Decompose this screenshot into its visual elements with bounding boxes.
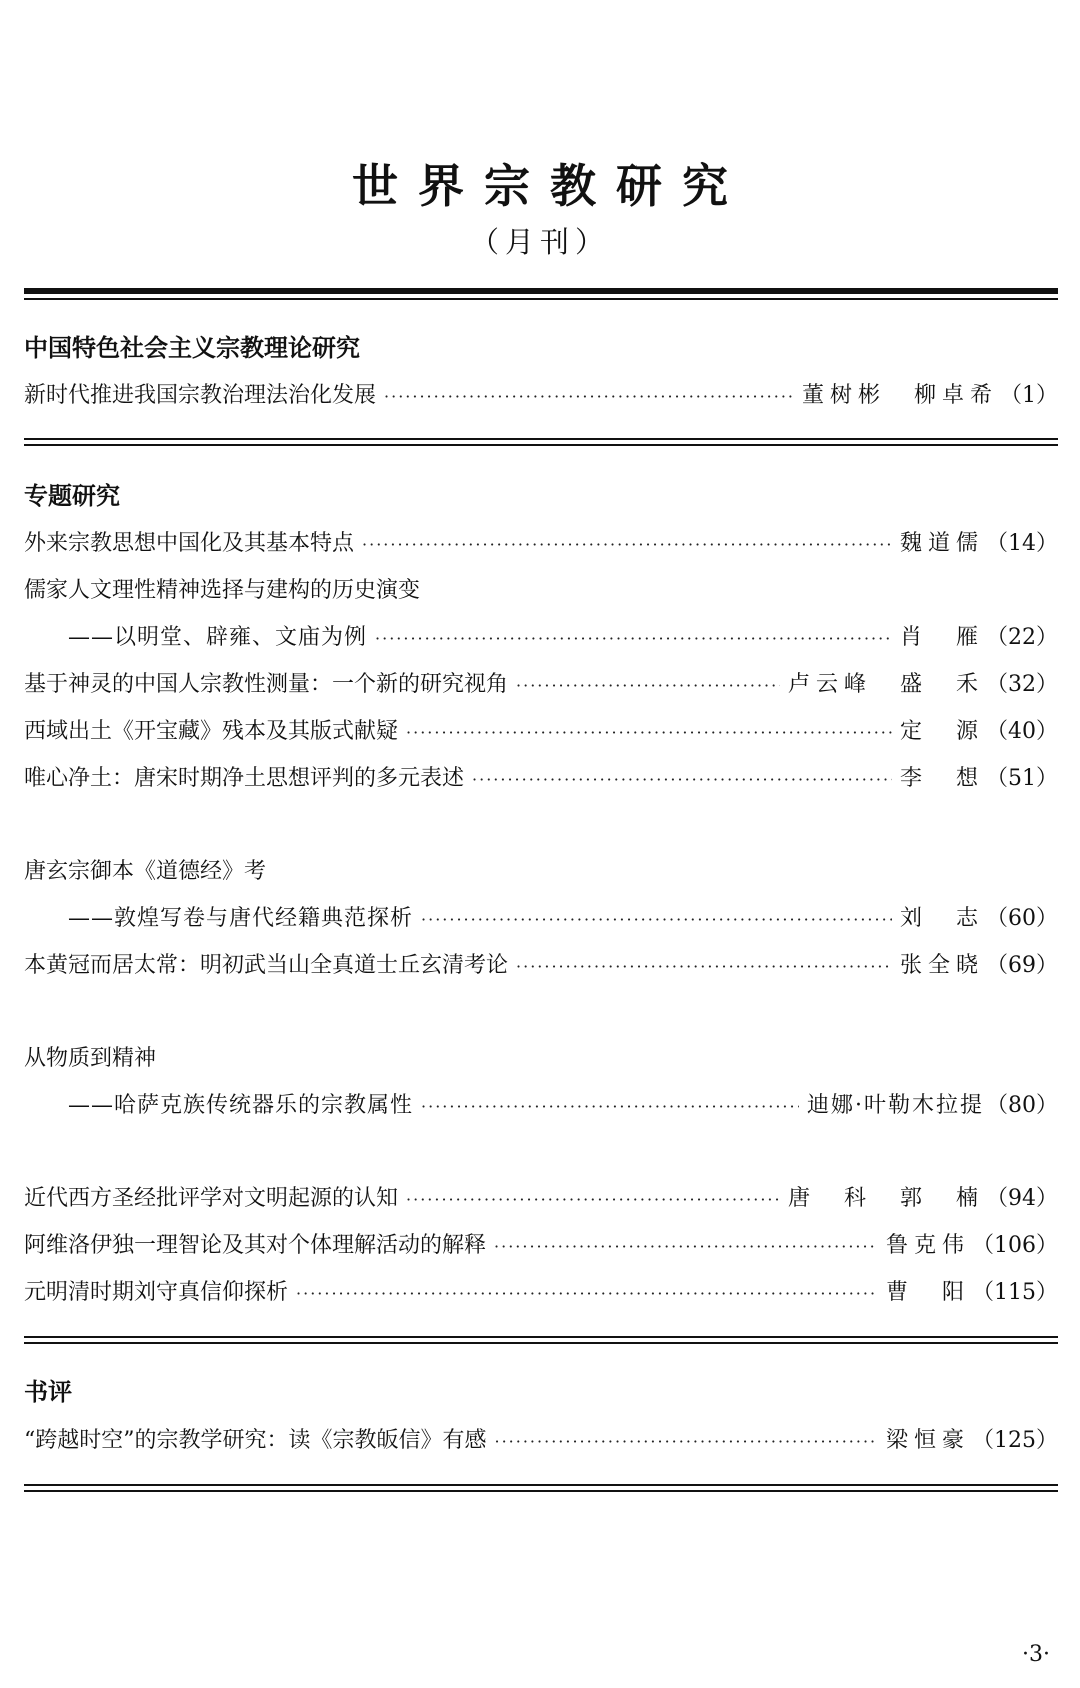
entry-authors: 董树彬 柳卓希 [801, 383, 998, 408]
entry-page: （115） [972, 1280, 1058, 1305]
leader-dots [362, 527, 892, 563]
entry-title: 新时代推进我国宗教治理法治化发展 [24, 383, 377, 408]
journal-title: 世界宗教研究 [352, 159, 748, 213]
entry-page: （125） [972, 1428, 1058, 1453]
entry-page: （32） [986, 672, 1058, 697]
entry-title: 阿维洛伊独一理智论及其对个体理解活动的解释 [24, 1233, 487, 1258]
section-rule [24, 444, 1058, 446]
toc-entry[interactable] [24, 1181, 1058, 1217]
entry-page: （22） [986, 625, 1058, 650]
entry-authors: 肖 雁 [899, 625, 984, 650]
entry-authors: 李 想 [899, 766, 984, 791]
entry-page: （60） [986, 906, 1058, 931]
leader-dots [406, 1182, 780, 1218]
leader-dots [516, 949, 892, 985]
entry-page: （51） [986, 766, 1058, 791]
entry-title[interactable]: 唐玄宗御本《道德经》考 [24, 859, 267, 884]
entry-authors: 梁恒豪 [885, 1428, 970, 1453]
entry-title: 本黄冠而居太常：明初武当山全真道士丘玄清考论 [24, 953, 509, 978]
entry-authors: 卢云峰 盛 禾 [787, 672, 984, 697]
section-rule [24, 1342, 1058, 1344]
entry-subtitle: ——哈萨克族传统器乐的宗教属性 [68, 1093, 414, 1118]
entry-authors: 魏道儒 [899, 531, 984, 556]
toc-entry[interactable] [24, 378, 1058, 414]
section-rule [24, 1336, 1058, 1338]
top-rule-thin [24, 298, 1058, 300]
leader-dots [384, 379, 794, 415]
entry-title: 基于神灵的中国人宗教性测量：一个新的研究视角 [24, 672, 509, 697]
entry-authors: 定 源 [899, 719, 984, 744]
entry-authors: 鲁克伟 [885, 1233, 970, 1258]
bottom-rule [24, 1484, 1058, 1486]
entry-title: 唯心净土：唐宋时期净土思想评判的多元表述 [24, 766, 465, 791]
toc-entry[interactable] [24, 761, 1058, 797]
page-number: ·3· [1022, 1642, 1050, 1667]
entry-page: （94） [986, 1186, 1058, 1211]
toc-entry[interactable] [24, 1088, 1058, 1124]
leader-dots [495, 1424, 878, 1460]
entry-title: 西域出土《开宝藏》残本及其版式献疑 [24, 719, 399, 744]
entry-page: （14） [986, 531, 1058, 556]
entry-title: 外来宗教思想中国化及其基本特点 [24, 531, 355, 556]
toc-entry[interactable] [24, 714, 1058, 750]
entry-page: （69） [986, 953, 1058, 978]
entry-title[interactable]: 从物质到精神 [24, 1046, 157, 1071]
entry-page: （106） [972, 1233, 1058, 1258]
entry-page: （1） [1000, 383, 1058, 408]
entry-authors: 曹 阳 [885, 1280, 970, 1305]
entry-authors: 唐 科 郭 楠 [787, 1186, 984, 1211]
entry-authors: 张全晓 [899, 953, 984, 978]
journal-header [0, 158, 1080, 260]
entry-authors: 刘 志 [899, 906, 984, 931]
leader-dots [421, 1089, 799, 1125]
leader-dots [406, 715, 892, 751]
leader-dots [472, 762, 892, 798]
entry-page: （40） [986, 719, 1058, 744]
toc-entry[interactable] [24, 1228, 1058, 1264]
section-heading: 中国特色社会主义宗教理论研究 [24, 334, 360, 362]
top-rule-thick [24, 288, 1058, 294]
leader-dots [421, 902, 892, 938]
section-rule [24, 438, 1058, 440]
entry-authors: 迪娜·叶勒木拉提 [807, 1093, 984, 1118]
toc-entry[interactable] [24, 901, 1058, 937]
bottom-rule [24, 1490, 1058, 1492]
leader-dots [375, 621, 892, 657]
entry-title[interactable]: 儒家人文理性精神选择与建构的历史演变 [24, 578, 421, 603]
toc-entry[interactable] [24, 667, 1058, 703]
section-heading: 专题研究 [24, 482, 120, 510]
entry-title: 近代西方圣经批评学对文明起源的认知 [24, 1186, 399, 1211]
leader-dots [516, 668, 780, 704]
entry-subtitle: ——敦煌写卷与唐代经籍典范探析 [68, 906, 414, 931]
entry-subtitle: ——以明堂、辟雍、文庙为例 [68, 625, 368, 650]
toc-entry[interactable] [24, 1423, 1058, 1459]
entry-page: （80） [986, 1093, 1058, 1118]
section-heading: 书评 [24, 1378, 72, 1406]
entry-title: “跨越时空”的宗教学研究：读《宗教皈信》有感 [24, 1428, 487, 1453]
toc-entry[interactable] [24, 1275, 1058, 1311]
toc-entry[interactable] [24, 948, 1058, 984]
toc-entry[interactable] [24, 526, 1058, 562]
leader-dots [494, 1229, 878, 1265]
entry-title: 元明清时期刘守真信仰探析 [24, 1280, 289, 1305]
leader-dots [296, 1276, 878, 1312]
journal-subtitle: （月刊） [469, 225, 610, 259]
toc-entry[interactable] [24, 620, 1058, 656]
